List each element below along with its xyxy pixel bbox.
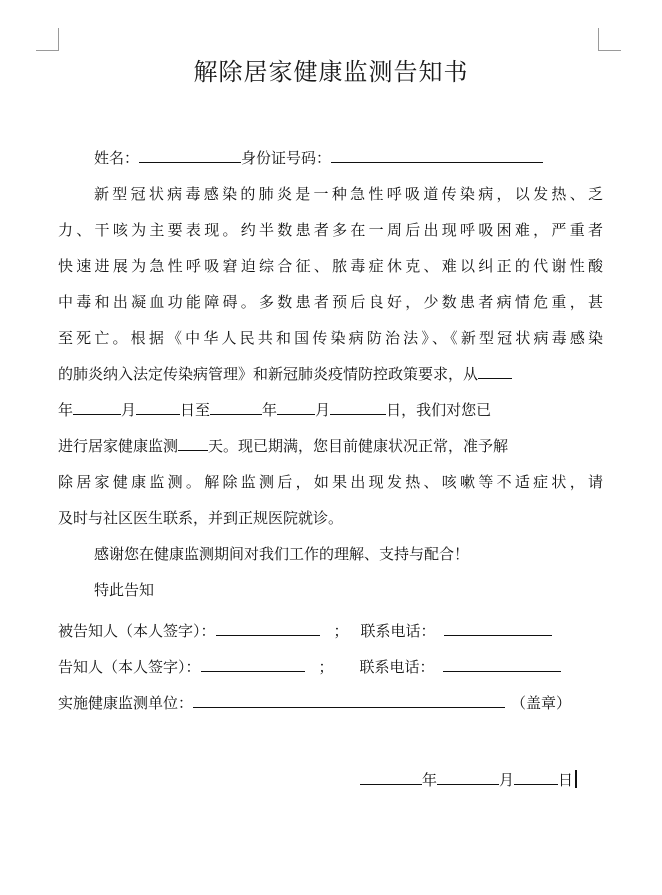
- date-range-line: [58, 400, 603, 420]
- body-line-4: 中毒和出凝血功能障碍。多数患者预后良好，少数患者病情危重，甚: [58, 293, 603, 311]
- separator-1: ；: [333, 622, 349, 640]
- notified-person-line: [58, 621, 552, 641]
- phone-label-1: 联系电话：: [360, 622, 436, 640]
- seal-label: （盖章）: [511, 694, 572, 712]
- document-title[interactable]: 解除居家健康监测告知书: [193, 58, 469, 86]
- month-label-1: 月: [121, 401, 137, 419]
- end-year-blank[interactable]: [210, 400, 262, 415]
- footer-day-label: 日: [558, 771, 574, 789]
- monitoring-unit-blank[interactable]: [193, 693, 505, 708]
- start-day-blank[interactable]: [136, 400, 180, 415]
- notifier-line: [58, 657, 561, 677]
- footer-month-blank[interactable]: [437, 770, 499, 785]
- end-day-blank[interactable]: [330, 400, 386, 415]
- day-end-label: 日，我们对您已: [386, 401, 492, 419]
- page-corner-mark-top-right: [598, 28, 621, 51]
- notified-person-signature-blank[interactable]: [216, 621, 320, 636]
- monitor-pre-text: 进行居家健康监测: [58, 437, 179, 455]
- month-label-2: 月: [315, 401, 331, 419]
- notice-text: 特此告知: [94, 581, 155, 599]
- name-blank[interactable]: [139, 148, 241, 163]
- phone-blank-1[interactable]: [444, 621, 552, 636]
- notifier-label: 告知人（本人签字）：: [58, 658, 201, 676]
- body-line-1: 新型冠状病毒感染的肺炎是一种急性呼吸道传染病，以发热、乏: [94, 185, 603, 203]
- body-line-6: [58, 364, 603, 384]
- name-id-line: [94, 148, 543, 168]
- body-line-2: 力、干咳为主要表现。约半数患者多在一周后出现呼吸困难，严重者: [58, 221, 603, 239]
- body-line-9: 除居家健康监测。解除监测后，如果出现发热、咳嗽等不适症状，请: [58, 473, 603, 491]
- phone-blank-2[interactable]: [443, 657, 561, 672]
- body-line-6-text: 的肺炎纳入法定传染病管理》和新冠肺炎疫情防控政策要求，从: [58, 365, 479, 383]
- separator-2: ；: [318, 658, 334, 676]
- footer-year-blank[interactable]: [360, 770, 422, 785]
- name-label: 姓名：: [94, 149, 140, 167]
- id-number-blank[interactable]: [331, 148, 543, 163]
- page-corner-mark-top-left: [36, 28, 59, 51]
- day-to-label: 日至: [180, 401, 211, 419]
- notified-person-label: 被告知人（本人签字）：: [58, 622, 216, 640]
- year-label-2: 年: [262, 401, 278, 419]
- monitoring-unit-line: [58, 693, 571, 713]
- end-month-blank[interactable]: [277, 400, 315, 415]
- notifier-signature-blank[interactable]: [201, 657, 305, 672]
- phone-label-2: 联系电话：: [359, 658, 435, 676]
- text-cursor: [575, 770, 577, 788]
- monitor-days-blank[interactable]: [178, 436, 208, 451]
- monitor-post-text: 天。现已期满，您目前健康状况正常，准予解: [208, 437, 509, 455]
- footer-year-label: 年: [422, 771, 438, 789]
- body-line-3: 快速进展为急性呼吸窘迫综合征、脓毒症休克、难以纠正的代谢性酸: [58, 257, 603, 275]
- body-line-5: 至死亡。根据《中华人民共和国传染病防治法》、《新型冠状病毒感染: [58, 329, 603, 347]
- footer-date-line: [360, 770, 577, 790]
- footer-day-blank[interactable]: [514, 770, 558, 785]
- body-line-10: 及时与社区医生联系，并到正规医院就诊。: [58, 509, 344, 527]
- start-month-blank[interactable]: [73, 400, 121, 415]
- monitoring-unit-label: 实施健康监测单位：: [58, 694, 194, 712]
- thanks-text: 感谢您在健康监测期间对我们工作的理解、支持与配合！: [94, 545, 470, 563]
- monitor-days-line: [58, 436, 603, 456]
- footer-month-label: 月: [499, 771, 515, 789]
- start-year-blank[interactable]: [478, 364, 512, 379]
- year-label-1: 年: [58, 401, 74, 419]
- id-label: 身份证号码：: [241, 149, 332, 167]
